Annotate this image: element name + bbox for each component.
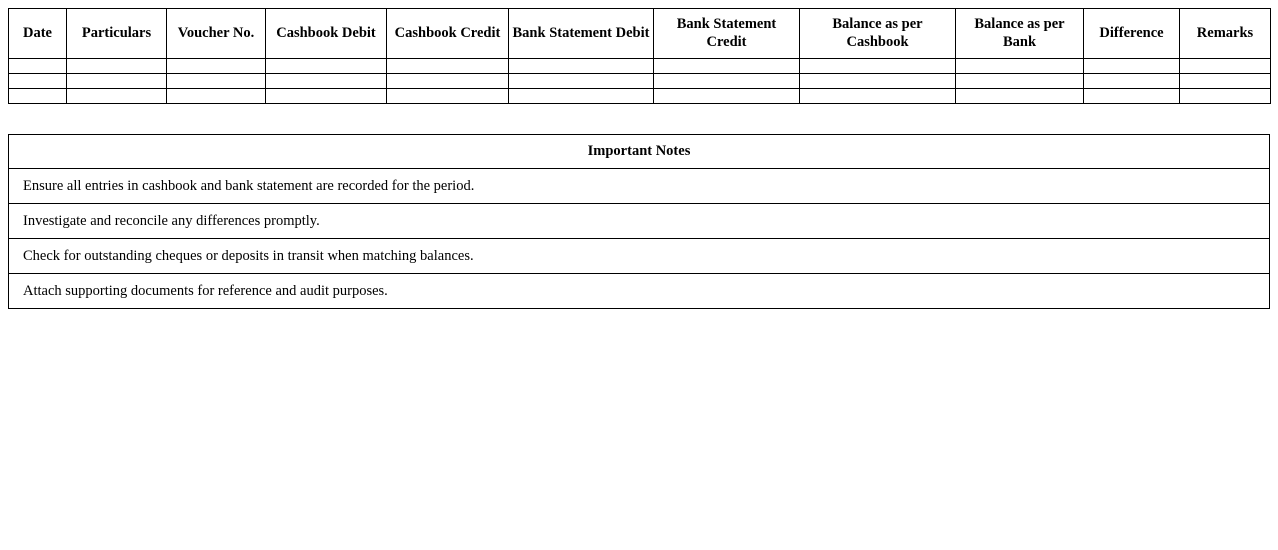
column-header-particulars: Particulars <box>67 9 167 59</box>
table-row[interactable] <box>9 89 1271 104</box>
note-text: Check for outstanding cheques or deposits in transit when matching balances. <box>9 239 1270 274</box>
column-header-balance-as-per-cashbook: Balance as per Cashbook <box>800 9 956 59</box>
note-text: Attach supporting documents for reference and audit purposes. <box>9 274 1270 309</box>
cell-date[interactable] <box>9 74 67 89</box>
cell-balance-as-per-bank[interactable] <box>956 89 1084 104</box>
cell-bank-statement-debit[interactable] <box>509 59 654 74</box>
cell-balance-as-per-bank[interactable] <box>956 59 1084 74</box>
column-header-cashbook-credit: Cashbook Credit <box>387 9 509 59</box>
important-notes-table <box>8 134 1270 309</box>
reconciliation-table <box>8 8 1271 104</box>
cell-voucher-no[interactable] <box>167 89 266 104</box>
column-header-bank-statement-debit: Bank Statement Debit <box>509 9 654 59</box>
table-row[interactable] <box>9 59 1271 74</box>
column-header-voucher-no: Voucher No. <box>167 9 266 59</box>
cell-remarks[interactable] <box>1180 89 1271 104</box>
list-item <box>9 204 1270 239</box>
cell-date[interactable] <box>9 89 67 104</box>
important-notes-title: Important Notes <box>9 135 1270 169</box>
reconciliation-table-header <box>9 9 1271 59</box>
list-item <box>9 169 1270 204</box>
column-header-balance-as-per-bank: Balance as per Bank <box>956 9 1084 59</box>
cell-bank-statement-debit[interactable] <box>509 89 654 104</box>
column-header-bank-statement-credit: Bank Statement Credit <box>654 9 800 59</box>
cell-balance-as-per-bank[interactable] <box>956 74 1084 89</box>
cell-remarks[interactable] <box>1180 74 1271 89</box>
list-item <box>9 274 1270 309</box>
reconciliation-table-container <box>8 8 1270 104</box>
cell-particulars[interactable] <box>67 74 167 89</box>
cell-balance-as-per-cashbook[interactable] <box>800 89 956 104</box>
list-item <box>9 239 1270 274</box>
notes-title-row <box>9 135 1270 169</box>
important-notes-header <box>9 135 1270 169</box>
cell-date[interactable] <box>9 59 67 74</box>
note-text: Investigate and reconcile any differences promptly. <box>9 204 1270 239</box>
cell-bank-statement-credit[interactable] <box>654 89 800 104</box>
cell-cashbook-debit[interactable] <box>266 59 387 74</box>
note-text: Ensure all entries in cashbook and bank statement are recorded for the period. <box>9 169 1270 204</box>
cell-voucher-no[interactable] <box>167 74 266 89</box>
cell-cashbook-debit[interactable] <box>266 74 387 89</box>
important-notes-container <box>8 134 1270 309</box>
cell-balance-as-per-cashbook[interactable] <box>800 59 956 74</box>
column-header-remarks: Remarks <box>1180 9 1271 59</box>
cell-bank-statement-credit[interactable] <box>654 74 800 89</box>
cell-particulars[interactable] <box>67 89 167 104</box>
cell-cashbook-debit[interactable] <box>266 89 387 104</box>
cell-bank-statement-debit[interactable] <box>509 74 654 89</box>
table-row[interactable] <box>9 74 1271 89</box>
cell-difference[interactable] <box>1084 89 1180 104</box>
cell-voucher-no[interactable] <box>167 59 266 74</box>
column-header-difference: Difference <box>1084 9 1180 59</box>
cell-remarks[interactable] <box>1180 59 1271 74</box>
cell-particulars[interactable] <box>67 59 167 74</box>
column-header-date: Date <box>9 9 67 59</box>
cell-difference[interactable] <box>1084 74 1180 89</box>
cell-cashbook-credit[interactable] <box>387 59 509 74</box>
reconciliation-table-body <box>9 59 1271 104</box>
cell-difference[interactable] <box>1084 59 1180 74</box>
cell-balance-as-per-cashbook[interactable] <box>800 74 956 89</box>
important-notes-body <box>9 169 1270 309</box>
cell-cashbook-credit[interactable] <box>387 74 509 89</box>
cell-bank-statement-credit[interactable] <box>654 59 800 74</box>
cell-cashbook-credit[interactable] <box>387 89 509 104</box>
column-header-cashbook-debit: Cashbook Debit <box>266 9 387 59</box>
header-row <box>9 9 1271 59</box>
